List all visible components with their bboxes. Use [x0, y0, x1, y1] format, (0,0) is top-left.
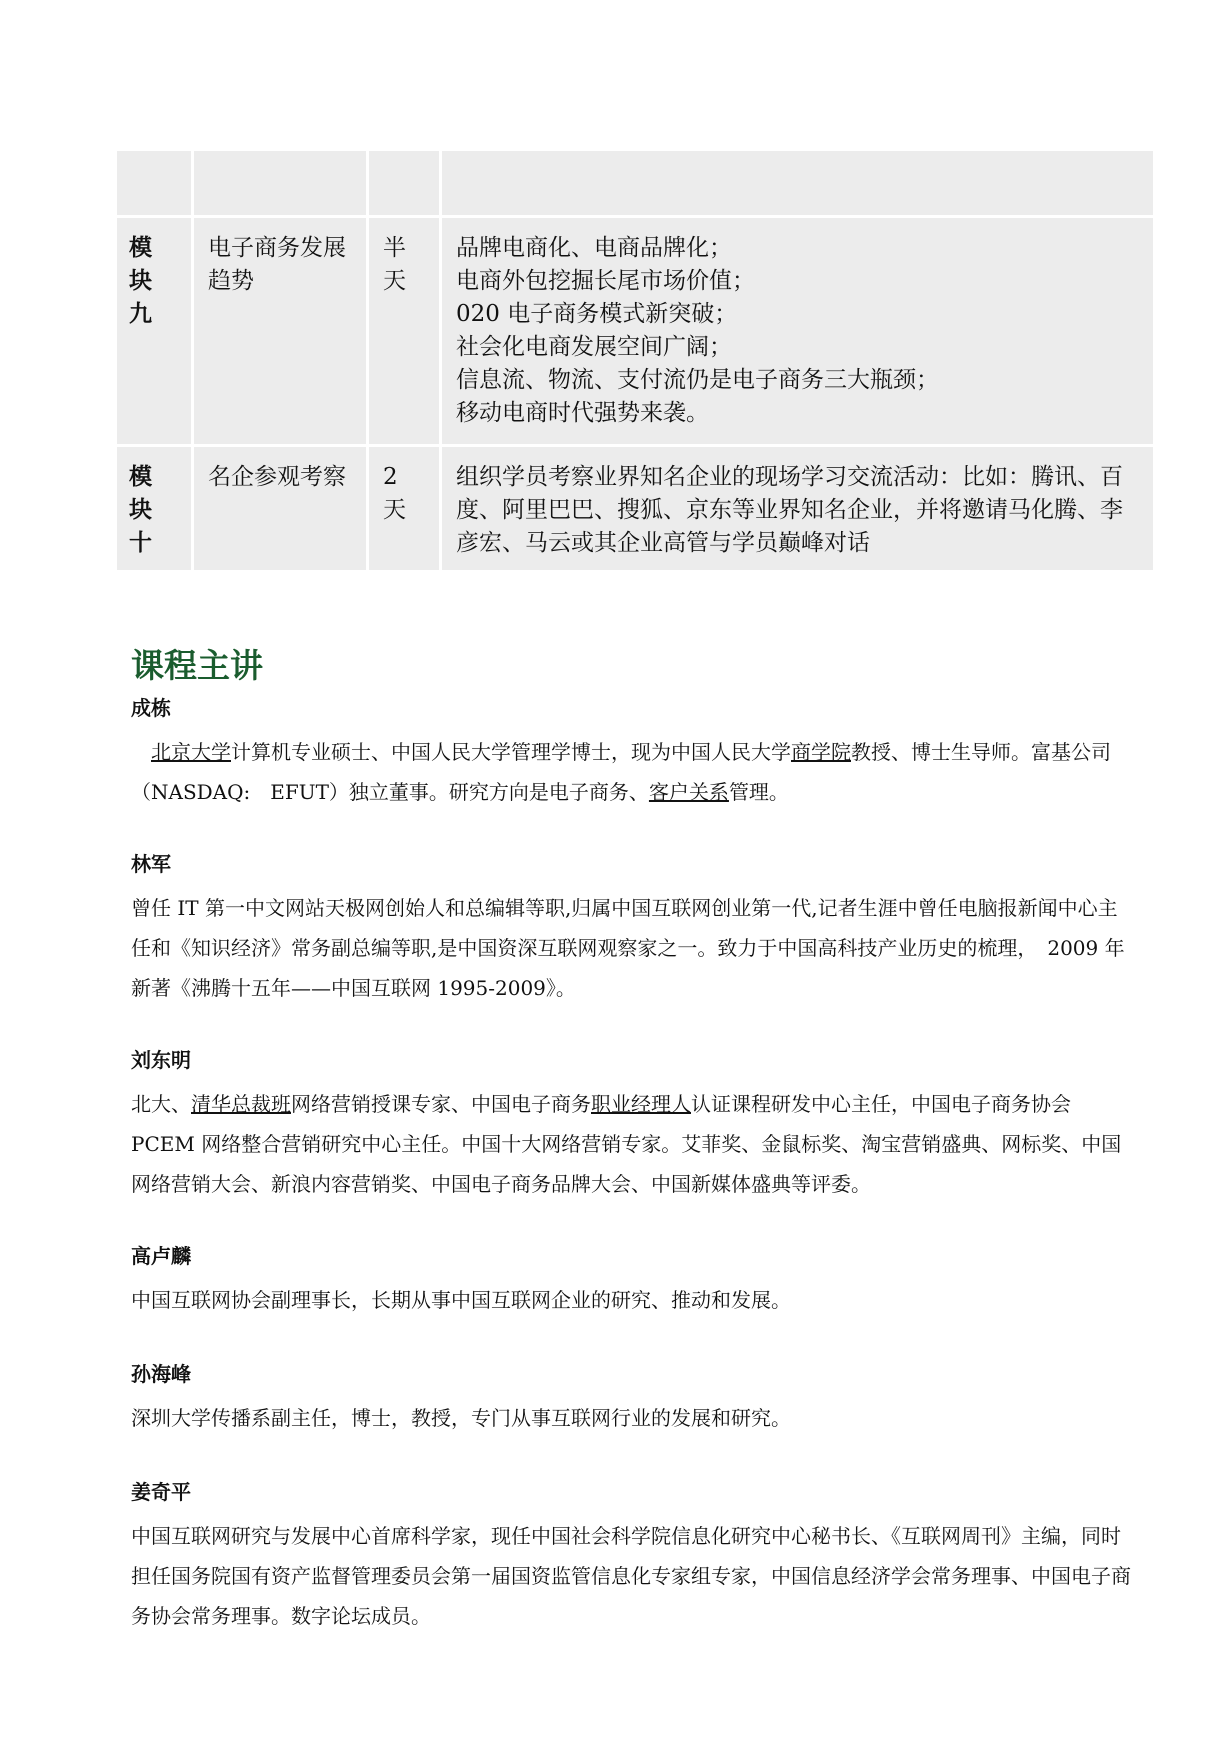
module-label-char: 块 — [129, 268, 152, 294]
instructor-description: 中国互联网协会副理事长，长期从事中国互联网企业的研究、推动和发展。 — [131, 1288, 791, 1312]
instructor-bio — [131, 850, 1131, 1008]
link-tsinghua-president-class[interactable]: 清华总裁班 — [191, 1092, 291, 1116]
instructor-name: 姜奇平 — [131, 1480, 191, 1504]
instructor-bio — [131, 1360, 1131, 1438]
text-span: 计算机专业硕士、中国人民大学管理学博士，现为中国人民大学 — [231, 740, 791, 764]
module-duration-cell: 2 天 — [369, 447, 442, 573]
module-title-cell: 名企参观考察 — [194, 447, 369, 573]
module-content-line: 信息流、物流、支付流仍是电子商务三大瓶颈； — [456, 367, 939, 393]
module-duration-cell — [369, 151, 442, 218]
table-row — [117, 447, 1153, 573]
instructor-description: 曾任 IT 第一中文网站天极网创始人和总编辑等职,归属中国互联网创业第一代,记者生涯中曾任电脑报新闻中心主任和《知识经济》常务副总编等职,是中国资深互联网观察家之一。致力于中国高科技产业历史的梳理， 2009 年新著《沸腾十五年——中国互联网 1995-2009》。 — [131, 896, 1125, 1000]
module-table — [117, 151, 1153, 573]
text-span: 管理。 — [728, 780, 789, 804]
text-span: 教授、博士生导师。富基公司（NASDAQ: EFUT）独立董事。研究方向是电子商务、 — [131, 740, 1111, 804]
instructor-description — [131, 732, 1131, 812]
instructor-name: 成栋 — [131, 696, 171, 720]
text-span: 北大、 — [131, 1092, 191, 1116]
table-row — [117, 218, 1153, 447]
instructor-bio — [131, 1242, 1131, 1320]
module-label-cell — [117, 218, 194, 447]
text-span: 网络营销授课专家、中国电子商务 — [291, 1092, 591, 1116]
module-content-line: 社会化电商发展空间广阔； — [456, 334, 732, 360]
text-span: 认证课程研发中心主任，中国电子商务协会 PCEM 网络整合营销研究中心主任。中国十大网络营销专家。艾菲奖、金鼠标奖、淘宝营销盛典、网标奖、中国网络营销大会、新浪内容营销奖、中国电子商务品牌大会、中国新媒体盛典等评委。 — [131, 1092, 1122, 1196]
module-duration-cell: 半天 — [369, 218, 442, 447]
module-label-cell — [117, 151, 194, 218]
module-label-char: 十 — [129, 530, 152, 556]
module-label-char: 九 — [129, 301, 152, 327]
module-content-line: 品牌电商化、电商品牌化； — [456, 235, 732, 261]
module-title-cell: 电子商务发展趋势 — [194, 218, 369, 447]
module-title-cell — [194, 151, 369, 218]
instructor-description: 深圳大学传播系副主任，博士，教授，专门从事互联网行业的发展和研究。 — [131, 1406, 791, 1430]
link-beijing-university[interactable]: 北京大学 — [151, 740, 231, 764]
module-label-char: 块 — [129, 497, 152, 523]
instructor-name: 林军 — [131, 852, 171, 876]
text-span — [131, 740, 151, 764]
instructor-bio — [131, 1478, 1131, 1636]
module-label-cell — [117, 447, 194, 573]
module-label-char: 模 — [129, 235, 152, 261]
table-row — [117, 151, 1153, 218]
instructor-bio — [131, 1046, 1131, 1204]
link-professional-manager[interactable]: 职业经理人 — [591, 1092, 691, 1116]
link-customer-relationship[interactable]: 客户关系 — [648, 780, 729, 804]
instructor-name: 刘东明 — [131, 1048, 191, 1072]
module-content-line: 电商外包挖掘长尾市场价值； — [456, 268, 755, 294]
module-label-char: 模 — [129, 464, 152, 490]
section-title: 课程主讲 — [131, 646, 263, 685]
instructor-name: 高卢麟 — [131, 1244, 191, 1268]
module-content-cell: 组织学员考察业界知名企业的现场学习交流活动：比如：腾讯、百度、阿里巴巴、搜狐、京东等业界知名企业，并将邀请马化腾、李彦宏、马云或其企业高管与学员巅峰对话 — [442, 447, 1153, 573]
module-content-cell — [442, 218, 1153, 447]
module-content-line: 移动电商时代强势来袭。 — [456, 400, 709, 426]
instructor-description: 中国互联网研究与发展中心首席科学家，现任中国社会科学院信息化研究中心秘书长、《互联网周刊》主编，同时担任国务院国有资产监督管理委员会第一届国资监管信息化专家组专家，中国信息经济学会常务理事、中国电子商务协会常务理事。数字论坛成员。 — [131, 1524, 1131, 1628]
instructor-bio — [131, 694, 1131, 812]
link-business-school[interactable]: 商学院 — [791, 740, 851, 764]
instructor-name: 孙海峰 — [131, 1362, 191, 1386]
instructor-description — [131, 1084, 1131, 1204]
module-content-cell — [442, 151, 1153, 218]
module-content-line: 020 电子商务模式新突破； — [456, 301, 738, 327]
